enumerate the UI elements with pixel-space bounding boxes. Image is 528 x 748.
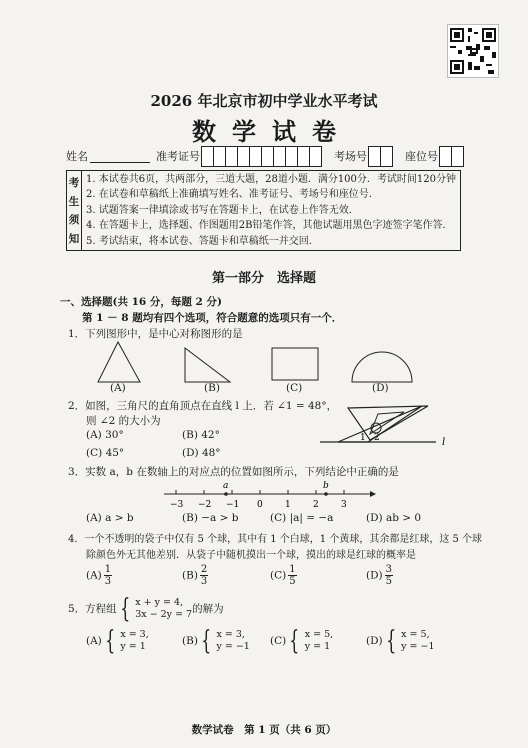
q2-option-d: (D) 48°: [182, 447, 221, 459]
q5-option-d: (D) { x = 5, y = −1: [366, 626, 435, 656]
q3-option-b: (B) −a > b: [182, 512, 239, 524]
notice-item: 3. 试题答案一律填涂或书写在答题卡上，在试卷上作答无效．: [86, 204, 359, 216]
notice-item: 2. 在试卷和草稿纸上准确填写姓名、准考证号、考场号和座位号．: [86, 189, 379, 201]
notice-side-label: 考 生 须 知: [67, 171, 82, 250]
svg-text:1: 1: [285, 500, 291, 510]
q1-label-d: (D): [372, 382, 389, 394]
q4-option-c: (C) $\frac{1}{5}$: [270, 564, 296, 587]
name-field[interactable]: [90, 150, 150, 163]
candidate-info-row: [66, 145, 464, 167]
rectangle-figure: [272, 348, 318, 380]
semicircle-figure: [352, 352, 412, 382]
q2-stem-2: 则 ∠2 的大小为: [86, 415, 161, 427]
q3-stem: 3．实数 a，b 在数轴上的对应点的位置如图所示，下列结论中正确的是: [68, 466, 399, 478]
q1-label-b: (B): [204, 382, 220, 394]
number-line: [160, 478, 380, 512]
q2-stem-1: 2．如图，三角尺的直角顶点在直线 l 上．若 ∠1 = 48°，: [68, 400, 338, 412]
q5-stem: 5．方程组 { x + y = 4, 3x − 2y = 7 的解为: [68, 594, 224, 624]
set-square-figure: [318, 398, 458, 450]
room-boxes[interactable]: [369, 146, 393, 167]
angle-1-label: 1: [360, 433, 366, 443]
q3-option-a: (A) a > b: [86, 512, 134, 524]
q1-stem: 1．下列图形中，是中心对称图形的是: [68, 328, 243, 340]
candidate-notice-box: [66, 170, 461, 251]
q4-option-a: (A) $\frac{1}{3}$: [86, 564, 112, 587]
angle-2-label: 2: [374, 433, 380, 443]
section-heading: 一、选择题(共 16 分，每题 2 分): [60, 296, 222, 308]
room-label: 考场号: [334, 150, 367, 163]
name-label: 姓名: [66, 150, 88, 163]
svg-text:−3: −3: [170, 500, 184, 510]
triangle-figure: [98, 342, 140, 382]
line-l-label: l: [442, 437, 446, 448]
section-instruction: 第 1 － 8 题均有四个选项，符合题意的选项只有一个．: [82, 312, 343, 324]
q4-option-d: (D) $\frac{3}{5}$: [366, 564, 392, 587]
q5-option-c: (C) { x = 5, y = 1: [270, 626, 334, 656]
q4-stem-1: 4．一个不透明的袋子中仅有 5 个球，其中有 1 个白球，1 个黄球，其余都是红球，这 5 个球: [68, 534, 483, 545]
q2-option-b: (B) 42°: [182, 429, 220, 441]
right-triangle-figure: [185, 348, 230, 382]
svg-text:0: 0: [257, 500, 263, 510]
page-footer: 数学试卷 第 1 页（共 6 页）: [191, 724, 337, 736]
qr-code-icon: [448, 25, 498, 77]
svg-text:3: 3: [341, 500, 347, 510]
notice-item: 5. 考试结束，将本试卷、答题卡和草稿纸一并交回．: [86, 235, 319, 247]
seat-boxes[interactable]: [440, 146, 464, 167]
q5-option-b: (B) { x = 3, y = −1: [182, 626, 250, 656]
q2-option-a: (A) 30°: [86, 429, 124, 441]
q4-option-b: (B) $\frac{2}{3}$: [182, 564, 208, 587]
q1-label-c: (C): [286, 382, 303, 394]
q3-option-d: (D) ab > 0: [366, 512, 422, 524]
notice-item: 4. 在答题卡上，选择题、作图题用2B铅笔作答，其他试题用黑色字迹签字笔作答．: [86, 220, 453, 232]
point-a-label: a: [223, 481, 229, 491]
notice-items: [82, 171, 460, 250]
q4-stem-2: 除颜色外无其他差别．从袋子中随机摸出一个球，摸出的球是红球的概率是: [86, 550, 416, 561]
q2-option-c: (C) 45°: [86, 447, 125, 459]
q1-label-a: (A): [110, 382, 126, 394]
svg-text:−1: −1: [226, 500, 240, 510]
svg-text:2: 2: [313, 500, 319, 510]
qr-code: [447, 24, 499, 78]
point-b-label: b: [323, 481, 329, 491]
svg-text:−2: −2: [198, 500, 212, 510]
exam-number-boxes[interactable]: [202, 146, 322, 167]
q5-option-a: (A) { x = 3, y = 1: [86, 626, 149, 656]
exam-title: 2026 年北京市初中学业水平考试: [150, 92, 378, 110]
part-title: 第一部分 选择题: [211, 271, 316, 286]
subject-title: 数学试卷: [192, 117, 352, 146]
seat-label: 座位号: [405, 150, 438, 163]
q3-option-c: (C) |a| = −a: [270, 512, 334, 524]
notice-item: 1. 本试卷共6页，共两部分，三道大题，28道小题．满分100分．考试时间120分钟: [86, 174, 456, 185]
exam-number-label: 准考证号: [156, 150, 200, 163]
